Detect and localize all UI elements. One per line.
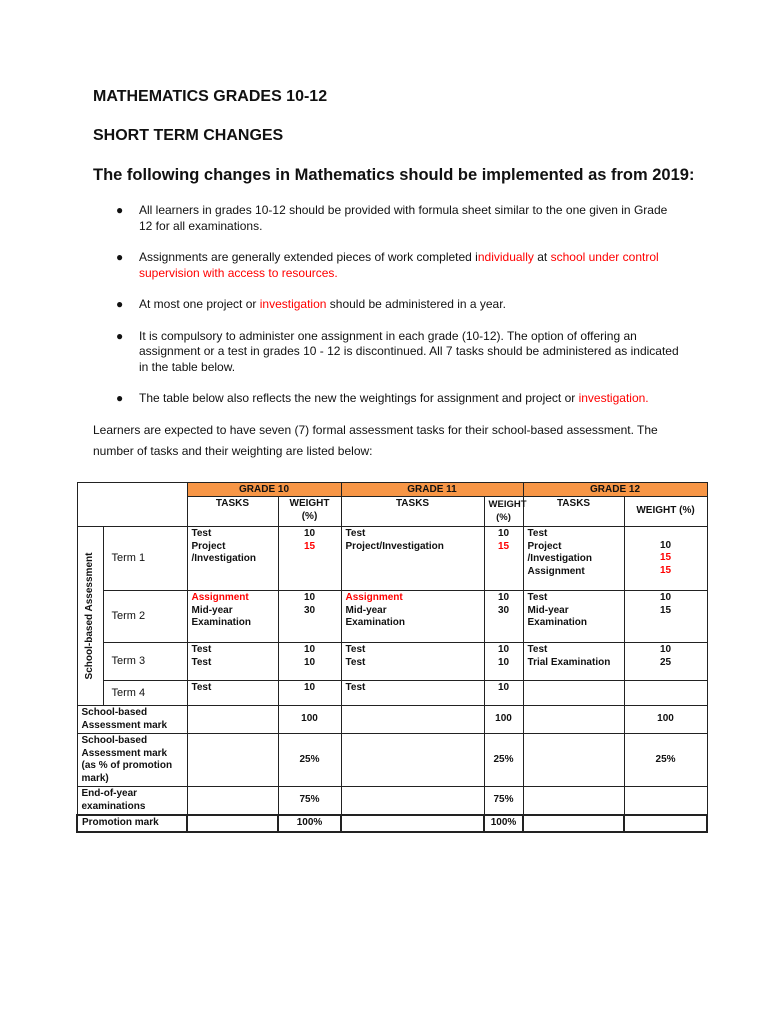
task-cell: Test Mid-year Examination <box>523 591 624 643</box>
empty-cell <box>523 787 624 816</box>
value-cell: 25% <box>278 734 341 787</box>
table-row <box>77 591 707 643</box>
document-title: MATHEMATICS GRADES 10-12 <box>93 88 328 105</box>
empty-cell <box>341 815 484 832</box>
bullet-text: should be administered in a year. <box>326 297 506 311</box>
table-row <box>77 734 707 787</box>
task-cell: Test Project /Investigation Assignment <box>523 527 624 591</box>
tasks-header: TASKS <box>523 497 624 527</box>
empty-cell <box>624 787 707 816</box>
empty-cell <box>523 681 624 706</box>
weight-cell: 10 15 <box>278 527 341 591</box>
table-row <box>77 787 707 816</box>
bullet-text: All learners in grades 10-12 should be provided with formula sheet similar to the one given in Grade 12 for all examinations. <box>139 203 668 233</box>
table-row <box>77 706 707 734</box>
table-row <box>77 527 707 591</box>
bullet-icon: ● <box>116 391 124 405</box>
task-cell: Assignment Mid-year Examination <box>187 591 278 643</box>
highlight-text: ndividually <box>477 250 534 264</box>
row-label: Promotion mark <box>77 815 187 832</box>
bullet-text: At most one project or <box>139 297 260 311</box>
value-cell: 100% <box>484 815 523 832</box>
empty-cell <box>187 787 278 816</box>
value-cell: 100% <box>278 815 341 832</box>
table-row <box>77 681 707 706</box>
intro-paragraph: Learners are expected to have seven (7) formal assessment tasks for their school-based assessment. The number of tasks and their weighting are listed below: <box>93 423 658 458</box>
changes-list <box>93 203 683 423</box>
bullet-text: It is compulsory to administer one assignment in each grade (10-12). The option of offering an assignment or a test in grades 10 - 12 is discontinued. All 7 tasks should be administered as indicated in the table below. <box>139 328 679 374</box>
term-label: Term 4 <box>103 681 187 706</box>
assessment-table <box>76 482 708 833</box>
weight-cell: 10 30 <box>484 591 523 643</box>
empty-cell <box>341 706 484 734</box>
highlight-text: investigation. <box>578 391 649 405</box>
empty-cell <box>523 815 624 832</box>
tasks-header: TASKS <box>187 497 278 527</box>
section-heading: The following changes in Mathematics should be implemented as from 2019: <box>93 166 695 184</box>
task-cell: Test <box>187 681 278 706</box>
empty-header-cell <box>77 483 187 527</box>
empty-cell <box>523 734 624 787</box>
bullet-icon: ● <box>116 328 124 343</box>
task-cell: Test Trial Examination <box>523 643 624 681</box>
weight-cell: 10 25 <box>624 643 707 681</box>
value-cell: 100 <box>278 706 341 734</box>
table-row <box>77 643 707 681</box>
task-cell: Test Project/Investigation <box>341 527 484 591</box>
empty-cell <box>341 734 484 787</box>
weight-cell: 10 <box>278 681 341 706</box>
term-label: Term 3 <box>103 643 187 681</box>
weight-cell: 10 15 <box>484 527 523 591</box>
empty-cell <box>187 706 278 734</box>
section-subtitle: SHORT TERM CHANGES <box>93 127 284 144</box>
value-cell: 25% <box>624 734 707 787</box>
task-cell: Test <box>341 681 484 706</box>
grade-11-header: GRADE 11 <box>341 483 523 497</box>
highlight-text: investigation <box>259 297 327 311</box>
value-cell: 100 <box>624 706 707 734</box>
task-cell: Test Test <box>187 643 278 681</box>
tasks-header: TASKS <box>341 497 484 527</box>
row-label: End-of-year examinations <box>77 787 187 816</box>
task-cell: Test Project /Investigation <box>187 527 278 591</box>
empty-cell <box>187 815 278 832</box>
list-item <box>93 203 683 234</box>
row-label: School-based Assessment mark <box>77 706 187 734</box>
task-cell: Test Test <box>341 643 484 681</box>
bullet-text: Assignments are generally extended pieces of work completed i <box>139 250 478 264</box>
empty-cell <box>523 706 624 734</box>
weight-cell: 10 15 <box>624 591 707 643</box>
empty-cell <box>341 787 484 816</box>
row-label: School-based Assessment mark (as % of promotion mark) <box>77 734 187 787</box>
weight-header: WEIGHT (%) <box>624 497 707 527</box>
bullet-text: at <box>533 250 551 264</box>
bullet-icon: ● <box>116 203 124 217</box>
value-cell: 75% <box>484 787 523 816</box>
grade-10-header: GRADE 10 <box>187 483 341 497</box>
empty-cell <box>624 815 707 832</box>
term-label: Term 1 <box>103 527 187 591</box>
task-cell: Assignment Mid-year Examination <box>341 591 484 643</box>
weight-cell: 10 15 15 <box>624 527 707 591</box>
table-row <box>77 815 707 832</box>
weight-cell: 10 30 <box>278 591 341 643</box>
weight-cell: 10 10 <box>484 643 523 681</box>
sba-vertical-label: School-based Assessment <box>77 527 103 706</box>
value-cell: 25% <box>484 734 523 787</box>
grade-12-header: GRADE 12 <box>523 483 707 497</box>
bullet-icon: ● <box>116 250 124 264</box>
list-item <box>93 250 683 281</box>
bullet-icon: ● <box>116 297 124 311</box>
list-item <box>93 329 683 376</box>
bullet-text: The table below also reflects the new the weightings for assignment and project or <box>139 391 579 405</box>
empty-cell <box>624 681 707 706</box>
highlight-text: school under control supervision with access to resources. <box>139 250 659 280</box>
table-row <box>77 483 707 497</box>
value-cell: 75% <box>278 787 341 816</box>
list-item <box>93 297 683 313</box>
weight-cell: 10 10 <box>278 643 341 681</box>
weight-header: WEIGHT (%) <box>484 497 523 527</box>
empty-cell <box>187 734 278 787</box>
weight-cell: 10 <box>484 681 523 706</box>
list-item <box>93 391 683 407</box>
term-label: Term 2 <box>103 591 187 643</box>
value-cell: 100 <box>484 706 523 734</box>
weight-header: WEIGHT (%) <box>278 497 341 527</box>
